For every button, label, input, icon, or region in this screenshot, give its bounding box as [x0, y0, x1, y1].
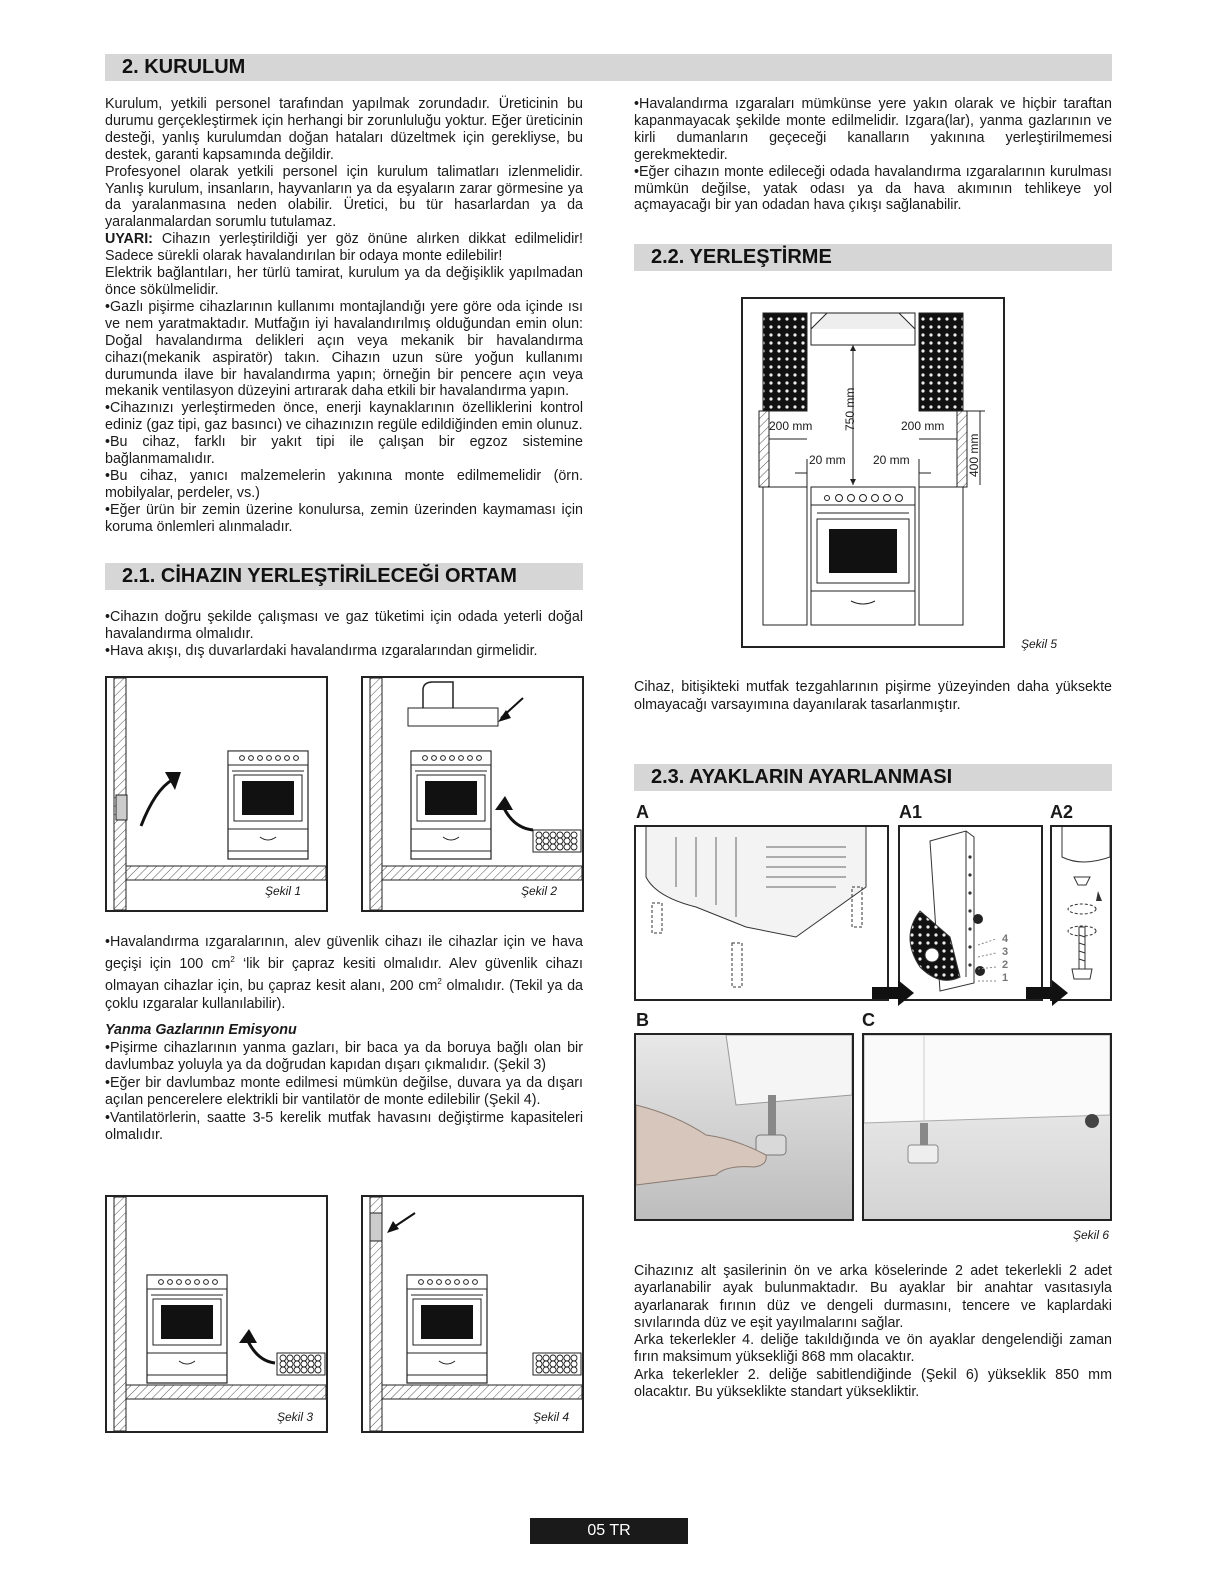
text-part: •Havalandırma ızgaralarının, alev güvenlik cihazı ile cihazlar için ve hava geçişi için 100 cm [105, 934, 583, 972]
figure-3 [105, 1195, 328, 1433]
figure-caption: Şekil 1 [265, 884, 302, 898]
paragraph: •Hava akışı, dış duvarlardaki havalandırma ızgaralarından girmelidir. [105, 642, 538, 659]
figure-6b-photo [634, 1033, 854, 1221]
kurulum-text [105, 96, 583, 536]
paragraph: •Cihazın doğru şekilde çalışması ve gaz tüketimi için odada yeterli doğal havalandırma olmalıdır. [105, 609, 583, 642]
figure-label-b: B [636, 1010, 649, 1030]
warning-label: UYARI: [105, 231, 153, 248]
emission-text [105, 1022, 583, 1145]
dimension-200-right: 200 mm [901, 419, 945, 433]
dimension-400: 400 mm [967, 433, 981, 477]
figure-caption: Şekil 3 [277, 1410, 314, 1424]
vent-cross-section-text [105, 933, 583, 1013]
figure-label-a1: A1 [899, 802, 923, 822]
paragraph: Elektrik bağlantıları, her türlü tamirat, kurulum ya da değişiklik yapılmadan önce sökülmelidir. [105, 265, 583, 298]
paragraph: •Bu cihaz, farklı bir yakıt tipi ile çalışan bir egzoz sistemine bağlanmamalıdır. [105, 434, 583, 468]
figure-label-a: A [636, 802, 649, 822]
figure-6a1 [898, 825, 1043, 1001]
figure-caption: Şekil 5 [1021, 637, 1058, 651]
paragraph: Cihazınız alt şasilerinin ön ve arka köselerinde 2 adet tekerlekli 2 adet ayarlanabilir ayak bulunmaktadır. Bu ayaklar bir anahtar vasıtasıyla ayarlanarak fırının düz ve dengeli durmasını, tencere ve kaplardaki sıvılarında düz ve eşit yayılmalarını sağlar. [634, 1263, 1112, 1331]
figure-4 [361, 1195, 584, 1433]
superscript: 2 [437, 976, 442, 986]
hole-numbers [1002, 933, 1008, 985]
dimension-750: 750 mm [843, 387, 857, 431]
dimension-20-right: 20 mm [873, 453, 910, 467]
ortam-text [105, 609, 583, 660]
paragraph: •Cihazınızı yerleştirmeden önce, enerji kaynaklarının özelliklerini kontrol ediniz (gaz tipi, gaz basıncı) ve cihazınızın regüle edildiğinden emin olunuz. [105, 400, 583, 434]
paragraph: •Eğer cihazın monte edileceği odada havalandırma ızgaralarının kurulması mümkün değilse, yatak odası ya da hava akımının tehlikeye yol açmayacağı bir yan odadan hava çıkışı sağlanabilir. [634, 163, 1112, 214]
subsection-title: Yanma Gazlarının Emisyonu [105, 1022, 297, 1038]
figure-2 [361, 676, 584, 912]
section-title-ortam: 2.1. CİHAZIN YERLEŞTİRİLECEĞİ ORTAM [105, 563, 583, 590]
paragraph: Profesyonel olarak yetkili personel için kurulum talimatları izlenmelidir. Yanlış kurulum, insanların, hayvanların ya da eşyaların zarar görmesine ya da yaralanmasına neden olabilir. Üretici, bu tür hasarlardan ya da yaralanmalardan sorumlu tutulamaz. [105, 163, 583, 231]
hole-number: 2 [1002, 959, 1009, 971]
figure-6c-photo [862, 1033, 1112, 1221]
paragraph: Arka tekerlekler 4. deliğe takıldığında ve ön ayaklar dengelendiği zaman fırın maksimum yüksekliği 868 mm olacaktır. [634, 1332, 1112, 1366]
figure-1 [105, 676, 328, 912]
ayaklar-text [634, 1263, 1112, 1401]
dimension-200-left: 200 mm [769, 419, 813, 433]
text-part: olmalıdır. (Tekil ya da çoklu ızgaralar kullanılabilir). [105, 977, 583, 1012]
paragraph: •Gazlı pişirme cihazlarının kullanımı montajlandığı yere göre oda içinde ısı ve nem yaratmaktadır. Mutfağın iyi havalandırılmış olduğundan emin olun: Doğal havalandırma delikleri açın veya mekanik bir havalandırma cihazı(mekanik aspiratör) takın. Cihazın uzun süre yoğun kullanımı durumunda ilave bir havalandırma yapın; örneğin bir pencere açın veya mekanik ventilasyon düzeyini artırarak daha etkili bir havalandırma yapın. [105, 298, 583, 400]
dimension-20-left: 20 mm [809, 453, 846, 467]
figure-label-a2: A2 [1050, 802, 1074, 822]
figure-label-c: C [862, 1010, 875, 1030]
paragraph: •Vantilatörlerin, saatte 3-5 kerelik mutfak havasını değiştirme kapasiteleri olmalıdır. [105, 1109, 583, 1143]
paragraph: Cihaz, bitişikteki mutfak tezgahlarının pişirme yüzeyinden daha yüksekte olmayacağı varsayımına dayanılarak tasarlanmıştır. [634, 679, 1112, 713]
hole-number: 1 [1002, 972, 1009, 984]
paragraph [105, 933, 583, 1013]
hole-number: 4 [1002, 933, 1009, 945]
figure-caption: Şekil 4 [533, 1410, 570, 1424]
paragraph: •Bu cihaz, yanıcı malzemelerin yakınına monte edilmemelidir (örn. mobilyalar, perdeler, vs.) [105, 467, 583, 501]
arrow-icon [872, 980, 916, 1006]
paragraph: Arka tekerlekler 2. deliğe sabitlendiğinde (Şekil 6) yükseklik 850 mm olacaktır. Bu yükseklikte standart yüksekliktir. [634, 1366, 1112, 1401]
figure-caption: Şekil 6 [1073, 1228, 1110, 1242]
paragraph: •Pişirme cihazlarının yanma gazları, bir baca ya da boruya bağlı olan bir davlumbaz yoluyla ya da doğrudan kapıdan dışarı çıkmalıdır. (Şekil 3) [105, 1039, 583, 1073]
superscript: 2 [230, 955, 235, 964]
paragraph: Kurulum, yetkili personel tarafından yapılmak zorundadır. Üreticinin bu durumu gerçekleştirmek için herhangi bir zorunluluğu yoktur. Eğer üreticinin desteği, yanlış kurulumdan doğan hataları düzeltmek için gerekliyse, bu destek, garanti kapsamında değildir. [105, 96, 583, 163]
section-title-kurulum: 2. KURULUM [105, 54, 1112, 81]
figure-6a [634, 825, 889, 1001]
hole-number: 3 [1002, 946, 1009, 958]
figure-5 [741, 297, 1005, 648]
text-part: ‘lik bir çapraz kesiti olmalıdır. Alev güvenlik cihazı olmayan cihazlar için, bu çapraz kesit alanı, 200 cm [105, 955, 583, 994]
section-title-yerlestirme: 2.2. YERLEŞTİRME [634, 244, 1112, 271]
paragraph: •Havalandırma ızgaraları mümkünse yere yakın olarak ve hiçbir taraftan kapanmayacak şekilde monte edilmelidir. Izgara(lar), yanma gazlarının ve kirli dumanların geçeceği kanalların yakınına yerleştirilmemesi gerekmektedir. [634, 96, 1112, 163]
page-number: 05 TR [530, 1518, 688, 1544]
section-title-ayaklar: 2.3. AYAKLARIN AYARLANMASI [634, 764, 1112, 791]
yerlestirme-text [634, 678, 1112, 714]
paragraph: •Eğer bir davlumbaz monte edilmesi mümkün değilse, duvara ya da dışarı açılan pencerelere elektrikli bir vantilatör de monte edilebilir (Şekil 4). [105, 1074, 583, 1108]
figure-caption: Şekil 2 [521, 884, 558, 898]
warning-paragraph [105, 231, 583, 265]
paragraph: •Eğer ürün bir zemin üzerine konulursa, zemin üzerinden kaymaması için koruma önlemleri alınmaladır. [105, 501, 583, 535]
arrow-icon [1026, 980, 1070, 1006]
figure-6a2 [1050, 825, 1112, 1001]
warning-text: Cihazın yerleştirildiği yer göz önüne alırken dikkat edilmelidir! Sadece sürekli olarak havalandırılan bir odaya monte edilebilir! [105, 231, 583, 265]
ventilation-text [634, 96, 1112, 214]
